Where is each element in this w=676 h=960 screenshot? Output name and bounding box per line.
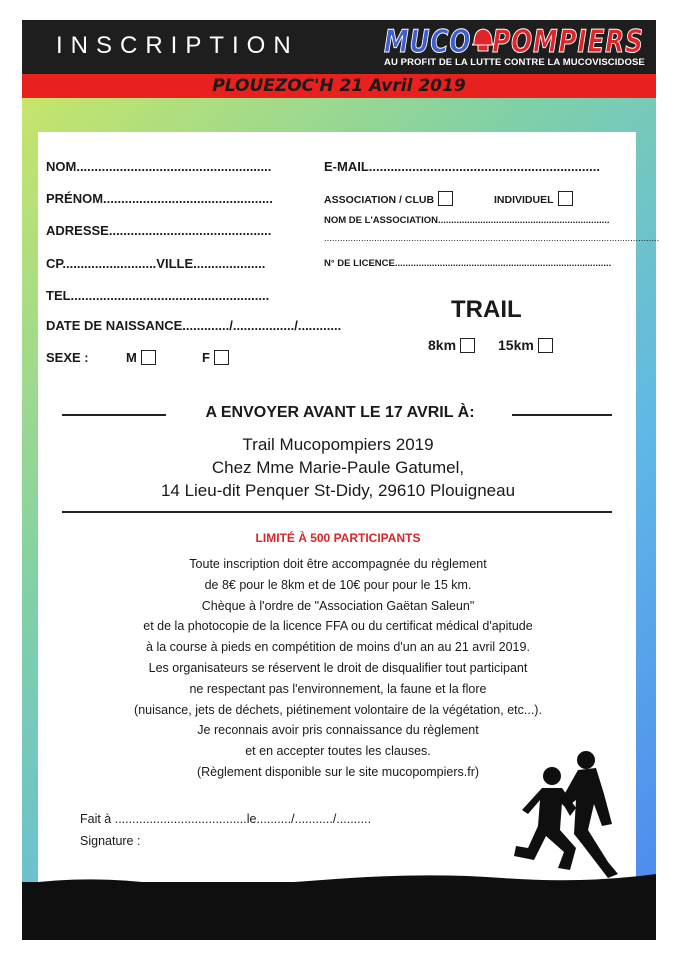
divider-right <box>512 414 612 416</box>
individuel-option[interactable] <box>494 191 573 206</box>
rule-line: Je reconnais avoir pris connaissance du règlement <box>197 723 479 738</box>
page-title: INSCRIPTION <box>56 32 299 59</box>
event-name: PLOUEZOC'H 21 Avril 2019 <box>212 76 466 96</box>
association-option[interactable] <box>324 191 453 206</box>
field-naissance[interactable]: DATE DE NAISSANCE............./................./............ <box>46 318 342 333</box>
individuel-label: INDIVIDUEL <box>494 194 554 206</box>
field-prenom[interactable]: PRÉNOM............................................... <box>46 191 273 206</box>
participant-limit: LIMITÉ À 500 PARTICIPANTS <box>255 531 421 545</box>
sexe-label: SEXE : <box>46 350 89 365</box>
rule-line: Les organisateurs se réservent le droit de disqualifier tout participant <box>148 660 528 675</box>
rule-line: et de la photocopie de la licence FFA ou du certificat médical d'apitude <box>143 619 533 634</box>
brand-part2: POMPIERS <box>492 24 644 60</box>
runners-silhouette <box>500 738 640 888</box>
association-label: ASSOCIATION / CLUB <box>324 194 435 206</box>
sexe-f-label: F <box>202 350 210 365</box>
header-bar <box>22 20 656 74</box>
field-nom-association[interactable]: NOM DE L'ASSOCIATION................................................................. <box>324 215 610 226</box>
rule-line: ne respectant pas l'environnement, la faune et la flore <box>189 681 487 696</box>
sexe-m-option[interactable] <box>126 350 156 365</box>
sexe-f-checkbox[interactable] <box>214 350 229 365</box>
divider-left <box>62 414 166 416</box>
event-banner <box>22 74 656 98</box>
send-title: A ENVOYER AVANT LE 17 AVRIL À: <box>205 404 475 421</box>
address-line-3: 14 Lieu-dit Penquer St-Didy, 29610 Plouigneau <box>160 481 516 500</box>
signature-field[interactable]: Signature : <box>80 834 141 848</box>
brand-tagline: AU PROFIT DE LA LUTTE CONTRE LA MUCOVISCIDOSE <box>384 57 645 68</box>
divider-full <box>62 511 612 513</box>
helmet-icon <box>472 27 494 53</box>
field-licence[interactable]: N° DE LICENCE.................................................................................. <box>324 258 612 269</box>
rule-line: (nuisance, jets de déchets, piétinement volontaire de la végétation, etc...). <box>134 702 542 717</box>
field-email[interactable]: E-MAIL................................................................ <box>324 159 600 174</box>
trail-8km-checkbox[interactable] <box>460 338 475 353</box>
trail-15km-label: 15km <box>498 337 534 353</box>
brand-logo <box>384 24 645 72</box>
field-tel[interactable]: TEL....................................................... <box>46 288 270 303</box>
association-checkbox[interactable] <box>438 191 453 206</box>
brand-part1: MUCO <box>384 24 472 60</box>
rule-line: Toute inscription doit être accompagnée du règlement <box>189 557 487 571</box>
trail-15km-checkbox[interactable] <box>538 338 553 353</box>
individuel-checkbox[interactable] <box>558 191 573 206</box>
trail-8km-option[interactable] <box>428 337 475 353</box>
field-cp-ville[interactable]: CP..........................VILLE.................... <box>46 256 266 271</box>
rule-line: Chèque à l'ordre de "Association Gaëtan Saleun" <box>201 598 475 613</box>
field-fait-a[interactable]: Fait à ......................................le........../.........../.......... <box>80 812 372 826</box>
rule-line: de 8€ pour le 8km et de 10€ pour pour le 15 km. <box>204 577 472 592</box>
sexe-m-label: M <box>126 350 137 365</box>
address-line-1: Trail Mucopompiers 2019 <box>242 435 434 454</box>
rule-line: (Règlement disponible sur le site mucopompiers.fr) <box>196 764 480 779</box>
address-line-2: Chez Mme Marie-Paule Gatumel, <box>211 458 465 477</box>
trail-title: TRAIL <box>451 296 522 323</box>
rule-line: et en accepter toutes les clauses. <box>245 744 431 759</box>
brand-wordmark <box>384 24 644 60</box>
sexe-m-checkbox[interactable] <box>141 350 156 365</box>
trail-8km-label: 8km <box>428 337 457 353</box>
field-association-line2[interactable]: ............................................................................................................................... <box>324 233 660 244</box>
rule-line: à la course à pieds en compétition de moins d'un an au 21 avril 2019. <box>146 640 530 655</box>
trail-15km-option[interactable] <box>498 337 553 353</box>
sexe-f-option[interactable] <box>202 350 229 365</box>
field-nom[interactable]: NOM...................................................... <box>46 159 272 174</box>
field-adresse[interactable]: ADRESSE............................................. <box>46 223 272 238</box>
